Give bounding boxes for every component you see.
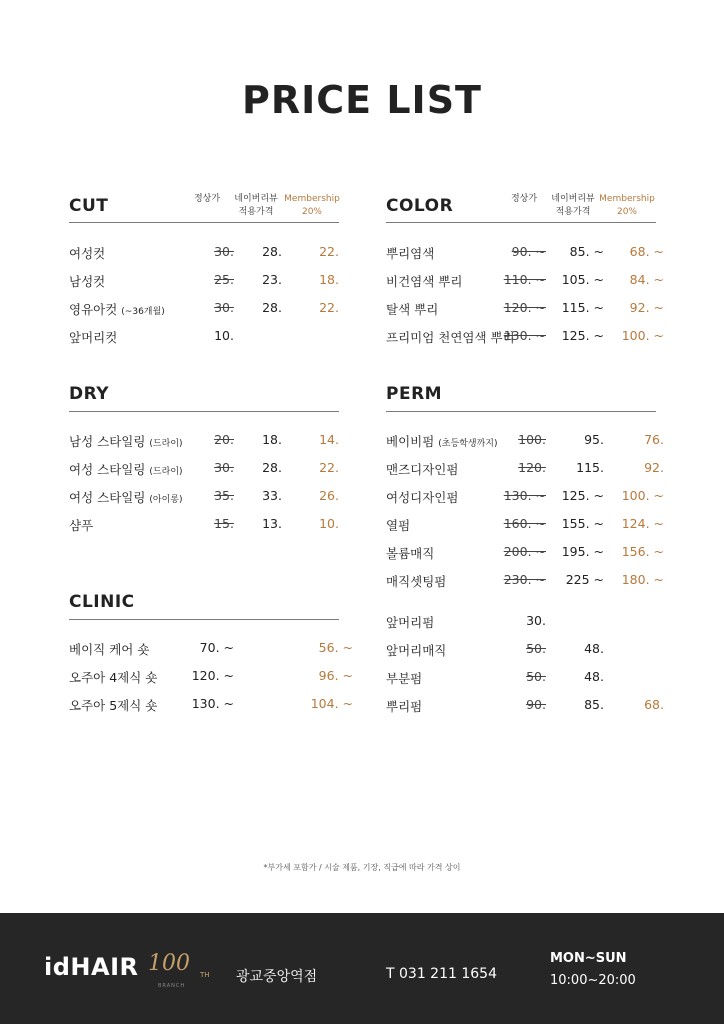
naver-price: 115. ~: [561, 300, 604, 315]
service-name-text: 남성 스타일링: [69, 434, 146, 449]
member-price: 100. ~: [621, 328, 664, 343]
price-row: [69, 432, 359, 452]
service-name-text: 오주아 4제식 숏: [69, 670, 158, 685]
member-price: 18.: [319, 272, 339, 287]
service-name: [386, 697, 422, 715]
naver-price: 95.: [584, 432, 604, 447]
service-name-text: 앞머리펌: [386, 615, 435, 630]
regular-price: 130. ~: [503, 488, 546, 503]
regular-price: 90.: [526, 697, 546, 712]
service-name-text: 오주아 5제식 숏: [69, 698, 158, 713]
regular-price: 130. ~: [503, 328, 546, 343]
header-naver-2: 적용가격: [238, 207, 274, 217]
idhair-logo: idHAIR: [44, 953, 139, 981]
service-name: [69, 328, 117, 346]
service-name-text: 앞머리매직: [386, 643, 447, 658]
section-divider: [69, 411, 339, 412]
regular-price: 120.: [518, 460, 546, 475]
service-name: [69, 696, 157, 714]
regular-price: 30.: [214, 460, 234, 475]
naver-price: 85. ~: [569, 244, 604, 259]
price-row: [386, 641, 676, 661]
price-row: [69, 272, 359, 292]
service-name: [386, 516, 410, 534]
member-price: 92.: [644, 460, 664, 475]
naver-price: 48.: [584, 669, 604, 684]
header-naver-2: 적용가격: [555, 207, 591, 217]
price-row: [386, 460, 676, 480]
naver-price: 115.: [576, 460, 604, 475]
service-name-text: 프리미엄 천연염색 뿌리: [386, 330, 515, 345]
price-row: [386, 669, 676, 689]
service-name: [69, 640, 149, 658]
service-note: (초등학생까지): [438, 439, 498, 449]
price-row: [386, 516, 676, 536]
service-name-text: 샴푸: [69, 518, 94, 533]
member-price: 92. ~: [629, 300, 664, 315]
service-name-text: 영유아컷: [69, 302, 118, 317]
regular-price: 130. ~: [191, 696, 234, 711]
price-row: [69, 328, 359, 348]
section-clinic: [69, 588, 354, 728]
naver-price: 225 ~: [565, 572, 604, 587]
service-name-text: 여성 스타일링: [69, 490, 146, 505]
member-price: 68. ~: [629, 244, 664, 259]
header-member-1: Membership: [284, 194, 340, 204]
phone-number[interactable]: T 031 211 1654: [386, 966, 497, 982]
naver-price: 125. ~: [561, 488, 604, 503]
service-name: [386, 244, 434, 262]
regular-price: 25.: [214, 272, 234, 287]
naver-price: 125. ~: [561, 328, 604, 343]
service-name-text: 베이비펌: [386, 434, 435, 449]
section-title-dry: DRY: [69, 384, 110, 404]
price-row: [69, 488, 359, 508]
service-note: (드라이): [149, 467, 183, 477]
service-name: [69, 300, 165, 318]
regular-price: 35.: [214, 488, 234, 503]
regular-price: 160. ~: [503, 516, 546, 531]
member-price: 156. ~: [621, 544, 664, 559]
header-regular: 정상가: [193, 194, 221, 204]
header-member-2: 20%: [301, 207, 322, 217]
section-divider: [69, 619, 339, 620]
service-name: [69, 272, 105, 290]
member-price: 96. ~: [318, 668, 353, 683]
header-naver-1: 네이버리뷰: [551, 194, 595, 204]
member-price: 180. ~: [621, 572, 664, 587]
regular-price: 90. ~: [511, 244, 546, 259]
naver-price: 195. ~: [561, 544, 604, 559]
service-name-text: 남성컷: [69, 274, 106, 289]
service-name: [386, 432, 497, 450]
section-color: [386, 190, 676, 360]
header-naver-1: 네이버리뷰: [234, 194, 278, 204]
price-row: [69, 668, 359, 688]
service-name-text: 앞머리컷: [69, 330, 118, 345]
regular-price: 200. ~: [503, 544, 546, 559]
section-dry: [69, 380, 344, 540]
naver-price: 28.: [262, 300, 282, 315]
section-title-clinic: CLINIC: [69, 592, 135, 612]
service-name: [386, 613, 434, 631]
regular-price: 50.: [526, 669, 546, 684]
service-note: (아이롱): [149, 495, 183, 505]
naver-price: 18.: [262, 432, 282, 447]
regular-price: 120. ~: [191, 668, 234, 683]
section-title-perm: PERM: [386, 384, 443, 404]
member-price: 84. ~: [629, 272, 664, 287]
naver-price: 155. ~: [561, 516, 604, 531]
service-name: [69, 432, 183, 450]
section-title-color: COLOR: [386, 196, 454, 216]
price-row: [69, 300, 359, 320]
regular-price: 230. ~: [503, 572, 546, 587]
open-days: MON~SUN: [550, 951, 627, 966]
service-name-text: 탈색 뿌리: [386, 302, 439, 317]
service-name-text: 부분펌: [386, 671, 423, 686]
price-row: [386, 488, 676, 508]
regular-price: 30.: [526, 613, 546, 628]
member-price: 22.: [319, 244, 339, 259]
member-price: 14.: [319, 432, 339, 447]
section-divider: [386, 411, 656, 412]
logo-th: TH: [200, 971, 210, 979]
section-divider: [69, 222, 339, 223]
price-row: [386, 328, 676, 348]
service-name: [69, 516, 93, 534]
service-name: [386, 488, 458, 506]
member-price: 10.: [319, 516, 339, 531]
service-name-text: 뿌리염색: [386, 246, 435, 261]
service-name-text: 여성컷: [69, 246, 106, 261]
price-row: [69, 640, 359, 660]
service-name: [386, 328, 515, 346]
service-note: (드라이): [149, 439, 183, 449]
logo-branch: BRANCH: [158, 983, 186, 989]
member-price: 124. ~: [621, 516, 664, 531]
regular-price: 30.: [214, 300, 234, 315]
price-row: [69, 516, 359, 536]
price-row: [69, 460, 359, 480]
price-row: [386, 272, 676, 292]
regular-price: 10.: [214, 328, 234, 343]
naver-price: 28.: [262, 460, 282, 475]
price-row: [386, 432, 676, 452]
branch-name: 광교중앙역점: [236, 969, 318, 985]
naver-price: 33.: [262, 488, 282, 503]
price-row: [69, 696, 359, 716]
regular-price: 30.: [214, 244, 234, 259]
service-name: [386, 460, 458, 478]
service-name-text: 맨즈디자인펌: [386, 462, 459, 477]
service-name: [69, 488, 183, 506]
regular-price: 100.: [518, 432, 546, 447]
regular-price: 110. ~: [503, 272, 546, 287]
service-name-text: 볼륨매직: [386, 546, 435, 561]
open-hours: 10:00~20:00: [550, 973, 636, 988]
section-cut: [69, 190, 344, 360]
regular-price: 50.: [526, 641, 546, 656]
service-name: [386, 272, 462, 290]
service-name-text: 여성 스타일링: [69, 462, 146, 477]
regular-price: 120. ~: [503, 300, 546, 315]
vat-note: *부가세 포함가 / 시술 제품, 기장, 직급에 따라 가격 상이: [263, 863, 461, 872]
regular-price: 70. ~: [199, 640, 234, 655]
logo-100: 100: [148, 951, 190, 976]
member-price: 104. ~: [310, 696, 353, 711]
service-name-text: 비건염색 뿌리: [386, 274, 463, 289]
service-name: [69, 460, 183, 478]
header-member-2: 20%: [616, 207, 637, 217]
service-name-text: 여성디자인펌: [386, 490, 459, 505]
naver-price: 13.: [262, 516, 282, 531]
naver-price: 28.: [262, 244, 282, 259]
service-name-text: 베이직 케어 숏: [69, 642, 150, 657]
header-member-1: Membership: [599, 194, 655, 204]
header-regular: 정상가: [510, 194, 538, 204]
service-name: [69, 668, 157, 686]
service-name: [386, 641, 446, 659]
member-price: 68.: [644, 697, 664, 712]
service-note: (~36개월): [121, 307, 165, 317]
naver-price: 105. ~: [561, 272, 604, 287]
service-name: [386, 669, 422, 687]
service-name-text: 뿌리펌: [386, 699, 423, 714]
naver-price: 23.: [262, 272, 282, 287]
price-row: [69, 244, 359, 264]
price-row: [386, 572, 676, 592]
section-title-cut: CUT: [69, 196, 109, 216]
member-price: 22.: [319, 460, 339, 475]
price-row: [386, 544, 676, 564]
member-price: 100. ~: [621, 488, 664, 503]
member-price: 26.: [319, 488, 339, 503]
page-title: PRICE LIST: [242, 78, 482, 122]
service-name: [386, 300, 438, 318]
service-name: [69, 244, 105, 262]
regular-price: 20.: [214, 432, 234, 447]
regular-price: 15.: [214, 516, 234, 531]
price-row: [386, 697, 676, 717]
service-name: [386, 544, 434, 562]
section-divider: [386, 222, 656, 223]
price-row: [386, 244, 676, 264]
price-row: [386, 300, 676, 320]
member-price: 76.: [644, 432, 664, 447]
footer: [0, 913, 724, 1024]
member-price: 56. ~: [318, 640, 353, 655]
price-row: [386, 613, 676, 633]
member-price: 22.: [319, 300, 339, 315]
naver-price: 48.: [584, 641, 604, 656]
service-name: [386, 572, 446, 590]
service-name-text: 열펌: [386, 518, 411, 533]
section-perm: [386, 380, 676, 720]
service-name-text: 매직셋팅펌: [386, 574, 447, 589]
naver-price: 85.: [584, 697, 604, 712]
